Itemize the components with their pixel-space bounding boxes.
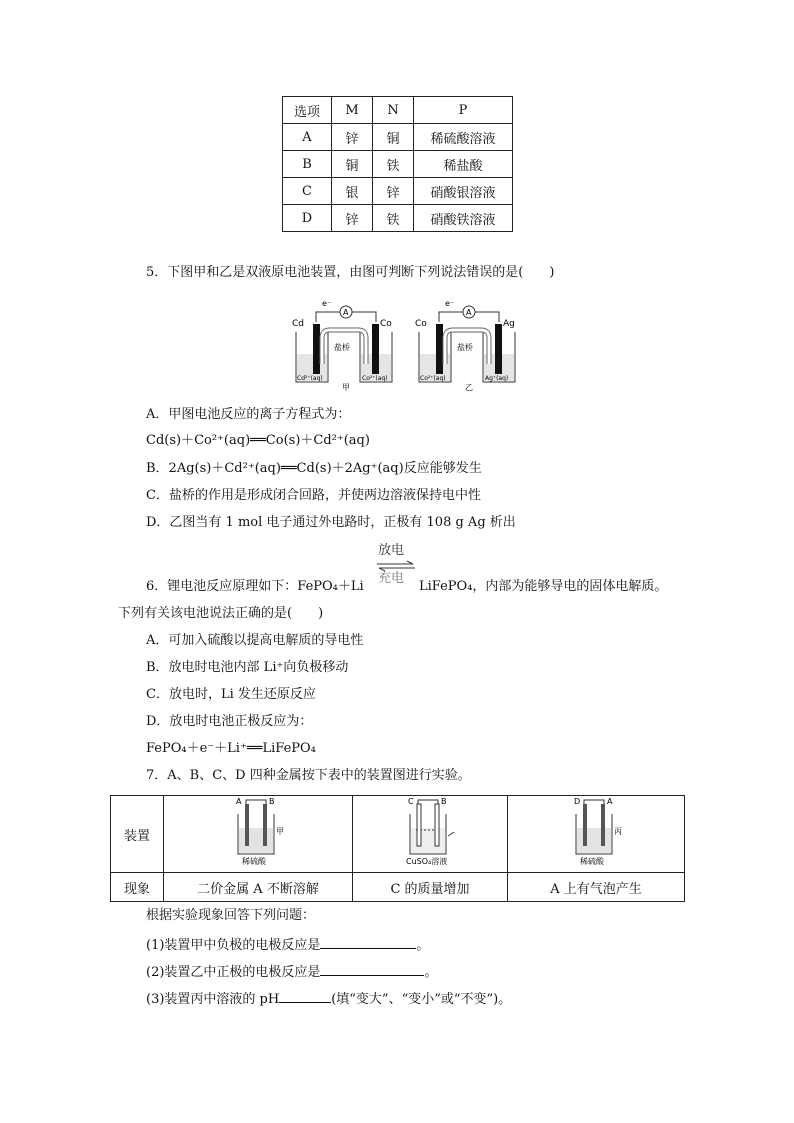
- electrode-label: B: [441, 797, 447, 806]
- cell-jia-right-solution: Co²⁺(aq): [362, 375, 388, 382]
- phenomenon-cell: C 的质量增加: [353, 873, 508, 902]
- phenomenon-cell: 二价金属 A 不断溶解: [164, 873, 353, 902]
- q7-sub2: [146, 961, 437, 982]
- table-cell: 银: [332, 178, 373, 205]
- table-header-cell: N: [373, 97, 414, 124]
- cell-yi-electron: e⁻: [445, 299, 455, 308]
- q5-option-c: C．盐桥的作用是形成闭合回路，并使两边溶液保持电中性: [146, 488, 481, 503]
- q6-option-d-equation: FePO₄＋e⁻＋Li⁺══LiFePO₄: [146, 741, 316, 756]
- table-cell: 锌: [332, 205, 373, 232]
- table-cell: D: [283, 205, 332, 232]
- table-cell: 稀硫酸溶液: [414, 124, 513, 151]
- table-cell: 稀盐酸: [414, 151, 513, 178]
- beaker-jia-figure: [198, 796, 318, 868]
- q5-option-b: B．2Ag(s)＋Cd²⁺(aq)══Cd(s)＋2Ag⁺(aq)反应能够发生: [146, 461, 482, 476]
- table-row: [283, 178, 513, 205]
- cell-yi-left-solution: Co²⁺(aq): [420, 375, 446, 382]
- beaker-bing-figure: [536, 796, 656, 868]
- q6-line1-pre: 6．锂电池反应原理如下：FePO₄＋Li: [146, 579, 364, 594]
- cell-jia-left-electrode: Cd: [292, 319, 304, 329]
- table-cell: 锌: [373, 178, 414, 205]
- table-header-cell: 选项: [283, 97, 332, 124]
- q5-option-d: D．乙图当有 1 mol 电子通过外电路时，正极有 108 g Ag 析出: [146, 515, 516, 530]
- table-row: [283, 205, 513, 232]
- table-cell: 铁: [373, 151, 414, 178]
- electrode-label: D: [574, 797, 581, 806]
- q6-line1-post: LiFePO₄，内部为能够导电的固体电解质。: [419, 579, 668, 594]
- q6-option-a: A．可加入硫酸以提高电解质的导电性: [146, 633, 364, 648]
- cell-yi-caption: 乙: [465, 383, 473, 392]
- q7-sub3-text: (3)装置丙中溶液的 pH: [146, 992, 280, 1007]
- table-cell: 硝酸银溶液: [414, 178, 513, 205]
- answer-blank-2[interactable]: [320, 961, 424, 976]
- table-row: [283, 151, 513, 178]
- cell-jia-caption: 甲: [342, 383, 350, 392]
- q6-line2: 下列有关该电池说法正确的是( ): [118, 606, 324, 621]
- device-cell-yi: [353, 796, 508, 873]
- device-row: [111, 796, 685, 873]
- table-cell: 铜: [332, 151, 373, 178]
- table-header-row: [283, 97, 513, 124]
- cell-yi-right-solution: Ag⁺(aq): [485, 375, 509, 382]
- table-header-cell: P: [414, 97, 513, 124]
- cell-yi-bridge-label: 盐桥: [457, 343, 473, 352]
- cell-yi-ammeter-label: A: [466, 308, 472, 317]
- table-cell: A: [283, 124, 332, 151]
- phenomenon-cell: A 上有气泡产生: [508, 873, 685, 902]
- device-cell-bing: [508, 796, 685, 873]
- electrode-label: B: [269, 797, 275, 806]
- cell-jia-ammeter-label: A: [343, 308, 349, 317]
- cell-yi-right-electrode: Ag: [503, 319, 515, 329]
- q7-sub1-text: (1)装置甲中负极的电极反应是: [146, 938, 321, 953]
- beaker-yi-figure: [370, 796, 490, 868]
- solution-label: CuSO₄溶液: [406, 857, 448, 866]
- cell-jia-bridge-label: 盐桥: [334, 343, 350, 352]
- q7-sub1: [146, 934, 429, 955]
- device-side-label: 甲: [276, 827, 284, 836]
- device-cell-jia: [164, 796, 353, 873]
- q7-prompt: 根据实验现象回答下列问题：: [146, 908, 316, 923]
- q6-arrow-top-label: 放电: [378, 543, 405, 558]
- q7-stem: 7．A、B、C、D 四种金属按下表中的装置图进行实验。: [146, 768, 471, 783]
- cell-jia-right-electrode: Co: [380, 319, 392, 329]
- q6-option-d: D．放电时电池正极反应为：: [146, 714, 313, 729]
- phenomenon-row: [111, 873, 685, 902]
- q7-sub3-hint: (填“变大”、“变小”或“不变”)。: [331, 992, 512, 1007]
- solution-label: 稀硫酸: [580, 857, 604, 866]
- electrode-label: A: [236, 797, 242, 806]
- electrode-label: C: [408, 797, 414, 806]
- q5-option-a: A．甲图电池反应的离子方程式为：: [146, 407, 351, 422]
- table-cell: C: [283, 178, 332, 205]
- q7-sub2-text: (2)装置乙中正极的电极反应是: [146, 965, 321, 980]
- table-row: [283, 124, 513, 151]
- answer-blank-3[interactable]: [279, 988, 331, 1003]
- q5-stem: 5．下图甲和乙是双液原电池装置，由图可判断下列说法错误的是( ): [146, 265, 555, 280]
- q6-arrow-bottom-label: 充电: [378, 571, 405, 586]
- q5-option-a-equation: Cd(s)＋Co²⁺(aq)══Co(s)＋Cd²⁺(aq): [146, 433, 370, 448]
- options-table: [282, 96, 513, 232]
- table-header-cell: M: [332, 97, 373, 124]
- device-side-label: 丙: [614, 827, 622, 836]
- table-cell: 硝酸铁溶液: [414, 205, 513, 232]
- table-cell: 铁: [373, 205, 414, 232]
- cell-yi-left-electrode: Co: [415, 319, 427, 329]
- q5-galvanic-cells-figure: [292, 292, 532, 392]
- row-label-device: 装置: [111, 796, 164, 873]
- cell-jia-electron: e⁻: [322, 299, 332, 308]
- cell-jia-left-solution: Cd²⁺(aq): [297, 375, 323, 382]
- table-cell: 锌: [332, 124, 373, 151]
- answer-blank-1[interactable]: [320, 934, 416, 949]
- electrode-label: A: [607, 797, 613, 806]
- q7-sub3: [146, 988, 511, 1009]
- q6-option-c: C．放电时，Li 发生还原反应: [146, 687, 316, 702]
- period: 。: [424, 965, 438, 980]
- experiment-table: [110, 795, 685, 902]
- table-cell: 铜: [373, 124, 414, 151]
- table-cell: B: [283, 151, 332, 178]
- solution-label: 稀硫酸: [242, 857, 266, 866]
- period: 。: [416, 938, 430, 953]
- row-label-phenomenon: 现象: [111, 873, 164, 902]
- q6-option-b: B．放电时电池内部 Li⁺向负极移动: [146, 660, 349, 675]
